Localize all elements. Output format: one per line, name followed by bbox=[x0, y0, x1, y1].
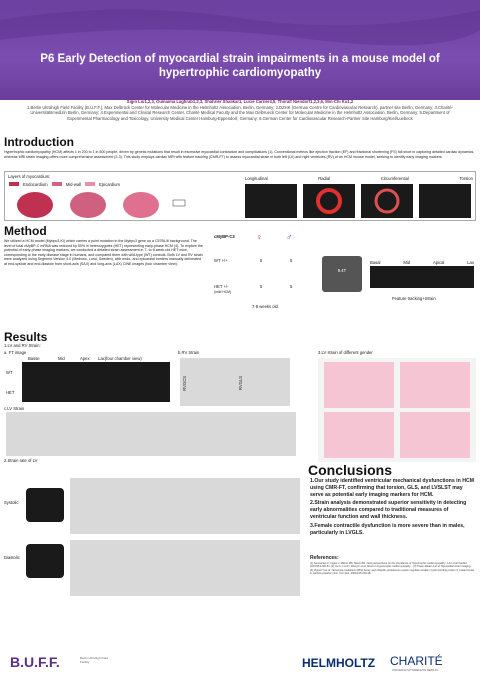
count-wt-male: 5 bbox=[290, 258, 293, 263]
myocardium-figure bbox=[4, 171, 476, 221]
diastolic-label: Diastolic bbox=[4, 555, 20, 560]
circumferential-image bbox=[361, 184, 413, 218]
gender-chart-torsion bbox=[400, 412, 470, 458]
references-text: (1) Semsarian C, Ingles J, Maron MS, Maron BJ. New perspectives on the prevalence of hypertrophic cardiomyopathy. J Am Coll Cardiol. 2015;65:1249-54. (2) Hu C, Liu ZY, Wang F et al. Strain in hypertrophic cardiomyopathy... (3) Tower-Rader A et al. Myocardial strain imaging... (4) Vignier N et al. Nonsense-mediated mRNA decay and ubiquitin-proteasome system regulate cardiac myosin-binding protein C mutant levels in cardiomyopathic mice. Circ Res. 2009;105:239-48. bbox=[310, 562, 475, 576]
row-het: HET +/- bbox=[214, 284, 229, 289]
ylabel-rvgls: RVGLS bbox=[238, 376, 243, 391]
count-het-female: 5 bbox=[260, 284, 263, 289]
buff-subtitle: Berlin Ultrahigh Field Facility bbox=[80, 656, 108, 664]
gender-chart-lvgrs bbox=[324, 412, 394, 458]
epicardium-swatch bbox=[85, 182, 95, 186]
a-view-mid: Mid bbox=[58, 356, 65, 361]
conclusions-heading: Conclusions bbox=[308, 462, 393, 478]
layer-endocardium: Endocardium bbox=[23, 182, 48, 187]
gender-chart-lvgls bbox=[400, 362, 470, 408]
rv-strain-label: b.RV Strain bbox=[178, 350, 200, 355]
helmholtz-logo: HELMHOLTZ bbox=[302, 656, 376, 670]
diastolic-strain-rate-chart bbox=[70, 540, 300, 596]
strain-rate-label: 2.Strain rate of LV bbox=[4, 458, 38, 463]
results-subheading: 1.LV and RV Strain: bbox=[4, 343, 41, 348]
view-labels bbox=[370, 260, 474, 265]
layer-epicardium: Epicardium bbox=[99, 182, 120, 187]
layer-midwall: Mid-wall bbox=[65, 182, 82, 187]
gender-strain-chart bbox=[318, 358, 476, 462]
view-lax: Lax bbox=[467, 260, 474, 265]
gender-chart-lvgcs bbox=[324, 362, 394, 408]
heart-illustrations bbox=[13, 190, 213, 220]
endocardium-swatch bbox=[9, 182, 19, 186]
model-name: cMyBP-C3 bbox=[214, 234, 235, 239]
feature-tracking-label: Feature tracking+Strain bbox=[392, 296, 436, 301]
feature-tracking-images bbox=[370, 266, 474, 288]
age-label: 7-8 weeks old bbox=[252, 304, 278, 309]
female-icon: ♀ bbox=[256, 232, 263, 242]
field-strength: 9.4T bbox=[337, 268, 347, 273]
conclusion-1: 1.Our study identified ventricular mechanical dysfunctions in HCM using CMR-FT, confirming that torsion, GLS, and LVSLST may serve as potential early imaging markers for HCM. bbox=[310, 478, 475, 498]
strain-radial: Radial bbox=[318, 176, 331, 181]
row-wt: WT +/+ bbox=[214, 258, 228, 263]
mri-scanner bbox=[322, 256, 362, 292]
strain-longitudinal: Longitudinal bbox=[245, 176, 268, 181]
title-banner bbox=[0, 0, 480, 100]
a-row-wt: WT bbox=[6, 370, 13, 375]
a-view-base: Basse bbox=[28, 356, 40, 361]
layers-label: Layers of myocardium: bbox=[8, 174, 51, 179]
diastolic-image bbox=[26, 544, 64, 578]
conclusion-3: 3.Female contractile dysfunction is more severe than in males, particularly in LVGLS. bbox=[310, 522, 465, 536]
banner-wave-decoration bbox=[0, 0, 480, 50]
method-heading: Method bbox=[4, 224, 47, 238]
het-note: (mild HCM) bbox=[214, 290, 232, 294]
strain-torsion: Torsion bbox=[459, 176, 473, 181]
results-heading: Results bbox=[4, 330, 48, 344]
footer bbox=[0, 648, 480, 679]
rv-strain-chart bbox=[180, 358, 290, 406]
longitudinal-image bbox=[245, 184, 297, 218]
lv-strain-chart bbox=[6, 412, 296, 456]
author-block bbox=[18, 99, 462, 121]
study-design-figure bbox=[212, 232, 476, 314]
systolic-label: Systolic bbox=[4, 500, 19, 505]
lv-strain-label: c.LV Strain bbox=[4, 406, 25, 411]
conclusion-2: 2.Strain analysis demonstrated superior sensitivity in detecting early abnormalities compared to traditional measures of ventricular function and wall thickness. bbox=[310, 500, 467, 520]
ft-image-grid bbox=[22, 362, 170, 402]
view-apical: Apical bbox=[432, 260, 445, 265]
layer-legend bbox=[9, 182, 120, 187]
count-het-male: 5 bbox=[290, 284, 293, 289]
a-view-apex: Apex bbox=[80, 356, 90, 361]
a-row-het: HET bbox=[6, 390, 15, 395]
torsion-image bbox=[419, 184, 471, 218]
intro-text: Hypertrophic cardiomyopathy (HCM) affects 1 in 200 to 1 in 500 people, driven by genetic mutations that result in excessive myocardial contraction and complications (1). Conventional metrics like ejection fraction (EF) and fractional shortening (FS) fall short in capturing detailed cardiac dynamics, whereas MRI strain imaging offers more comprehensive assessment (2-3). This study employs cardiac MRI with feature tracking (CMR-FT) to assess myocardial strain in both left (LV) and right ventricles (RV) of an HCM mouse model, seeking to identify early imaging markers. bbox=[4, 150, 475, 159]
count-wt-female: 5 bbox=[260, 258, 263, 263]
gender-strain-label: 3.LV strain of different gender bbox=[318, 350, 373, 355]
method-text: We utilized a HCM model (Mybpc3-KI) which carries a point mutation in the Mybpc3 gene on a C57BL/6 background. The level of total cMyBP-C mRNA was reduced by 50% in heterozygotes (HET) representing early-phase HCM (4). To explore the potential of early-phase imaging markers, we conducted a detailed strain assessment in 7- to 8-week-old HET mice, corresponding to the early disease stage in humans, and compared them with wild-type (WT) controls. Both LV and RV strain were analyzed using Segment Version 4.0 (Medviso, Lund, Sweden), with endo- and epicardial borders manually delineated at end-systole and end-diastole from short-axis (SAX) and long-axis (LAX) CINE images (four chamber view). bbox=[4, 239, 203, 266]
systolic-image bbox=[26, 488, 64, 522]
radial-image bbox=[303, 184, 355, 218]
ft-image-panel bbox=[4, 356, 172, 402]
conclusions-list bbox=[310, 478, 476, 536]
strain-circumferential: Circumferential bbox=[380, 176, 409, 181]
view-basal: Basal bbox=[370, 260, 381, 265]
ft-image-label: a. FT image bbox=[4, 350, 27, 355]
view-mid: Mid bbox=[403, 260, 411, 265]
male-icon: ♂ bbox=[286, 232, 293, 242]
affiliations: 1.Berlin Ultrahigh Field Facility (B.U.F.F.), Max Delbrück Center for Molecular Medicine in the Helmholtz Association, Berlin, Germany; 2.DZHK (German Centre for Cardiovascular Research), partner site Berlin, Germany; 3.Charité-Universitätsmedizin Berlin, Germany; 4.Experimental and Clinical Research Center, Charité Medical Faculty and the Max Delbrueck Center for Molecular Medicine in the Helmholtz Association, Berlin, Germany; 5.Department of Experimental Pharmacology and Toxicology, University Medical Center Hamburg-Eppendorf, Germany; 6.German Center for Cardiovascular Research-Partner Site Hamburg/Kiel/Luebeck bbox=[27, 104, 453, 121]
charite-logo: CHARITÉ bbox=[390, 654, 443, 668]
ylabel-rvgcs: RVGCS bbox=[182, 376, 187, 391]
charite-subtitle: UNIVERSITÄTSMEDIZIN BERLIN bbox=[392, 668, 438, 672]
systolic-strain-rate-chart bbox=[70, 478, 300, 534]
a-view-lax: Lax(four chamber view) bbox=[98, 356, 142, 361]
poster-title: P6 Early Detection of myocardial strain impairments in a mouse model of hypertrophic cardiomyopathy bbox=[40, 53, 440, 79]
buff-logo: B.U.F.F. bbox=[10, 654, 60, 670]
strain-types bbox=[245, 176, 473, 181]
references-heading: References: bbox=[310, 555, 339, 561]
midwall-swatch bbox=[52, 182, 62, 186]
authors-line: Sigin Liu1,2,3, Oumaima Laghrab1,2,3, Shahrier Shalikar1, Lucie Carrier4,5, Thoralf Niendorf1,2,3,6, Min-Chi Ku1,2 bbox=[126, 99, 354, 104]
intro-heading: Introduction bbox=[4, 135, 74, 149]
